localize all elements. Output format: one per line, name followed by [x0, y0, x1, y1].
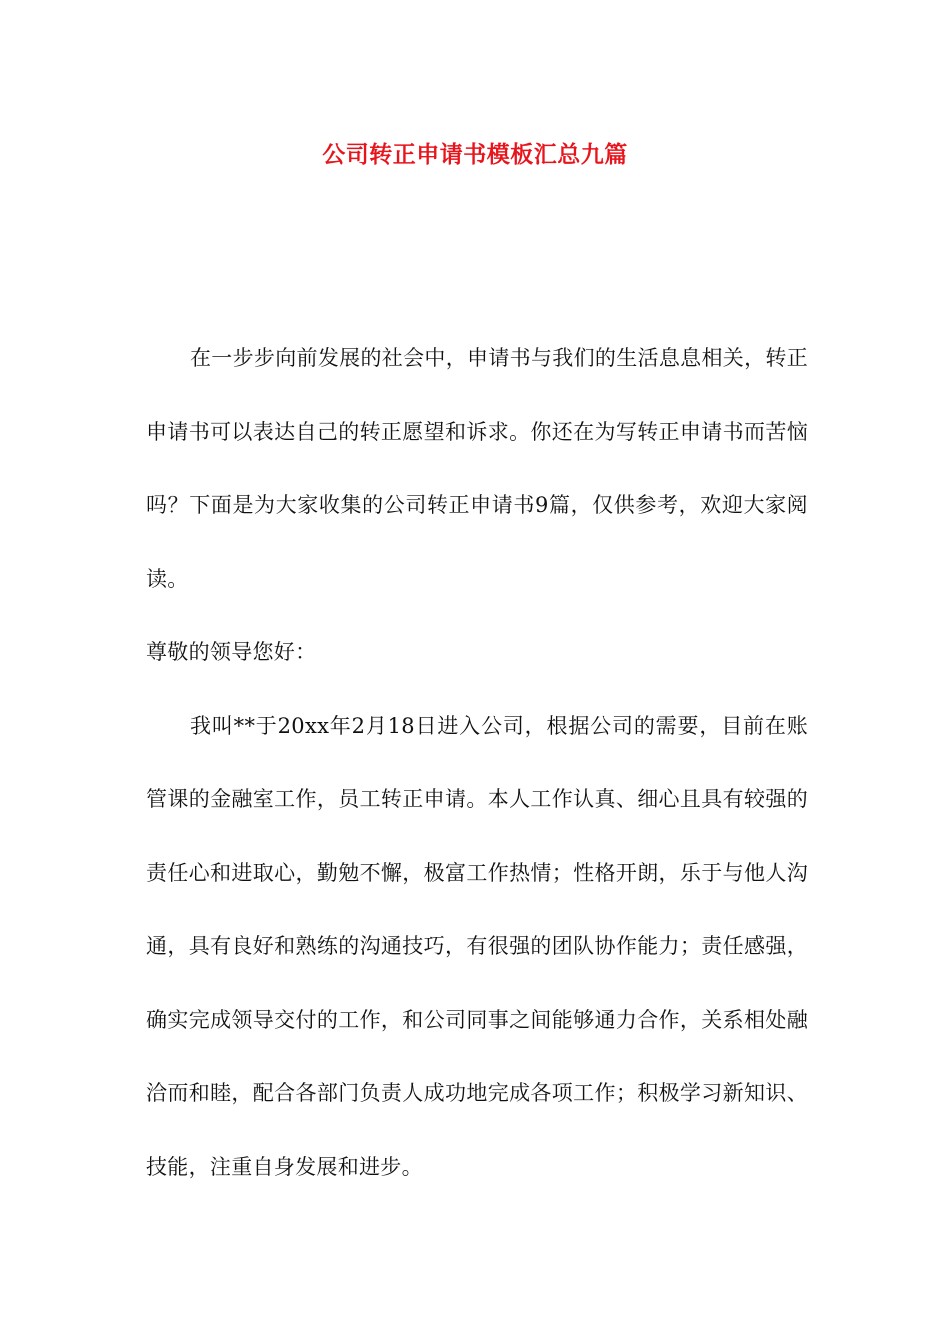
document-title: 公司转正申请书模板汇总九篇	[322, 141, 628, 168]
intro-paragraph: 在一步步向前发展的社会中，申请书与我们的生活息息相关，转正申请书可以表达自己的转正愿望和诉求。你还在为写转正申请书而苦恼吗？下面是为大家收集的公司转正申请书9篇，仅供参考，欢迎大家阅读。	[146, 346, 808, 591]
document-body	[146, 322, 808, 1204]
salutation-paragraph: 尊敬的领导您好：	[146, 640, 317, 664]
main-paragraph: 我叫**于20xx年2月18日进入公司，根据公司的需要，目前在账管课的金融室工作，员工转正申请。本人工作认真、细心且具有较强的责任心和进取心，勤勉不懈，极富工作热情；性格开朗，乐于与他人沟通，具有良好和熟练的沟通技巧，有很强的团队协作能力；责任感强，确实完成领导交付的工作，和公司同事之间能够通力合作，关系相处融洽而和睦，配合各部门负责人成功地完成各项工作；积极学习新知识、技能，注重自身发展和进步。	[146, 713, 808, 1179]
